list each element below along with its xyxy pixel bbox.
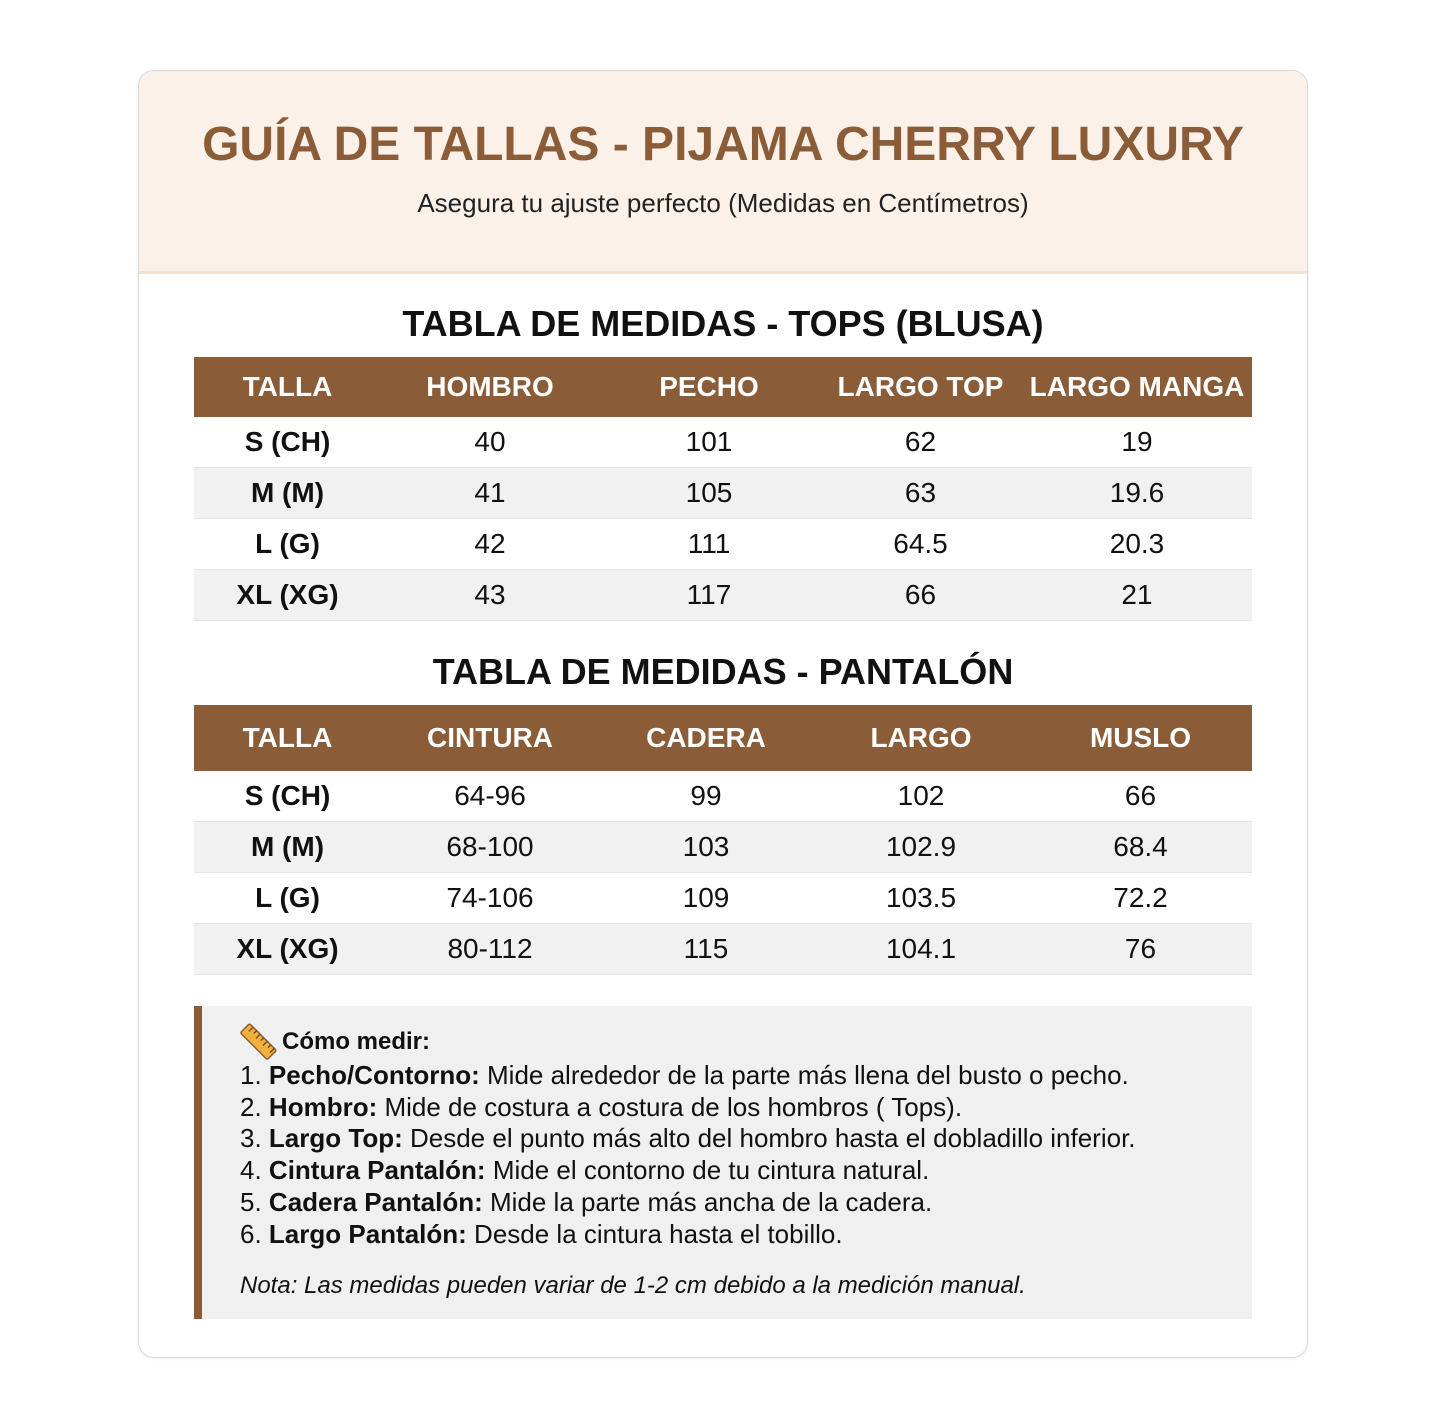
list-item: 1. Pecho/Contorno: Mide alrededor de la parte más llena del busto o pecho. bbox=[240, 1060, 1129, 1090]
column-header-hombro: HOMBRO bbox=[381, 357, 599, 417]
table-cell: 68.4 bbox=[1029, 822, 1252, 873]
size-cell: XL (XG) bbox=[194, 924, 381, 975]
table-cell: 103 bbox=[599, 822, 813, 873]
header-banner bbox=[139, 71, 1307, 274]
table-row bbox=[194, 417, 1252, 468]
table-cell: 19 bbox=[1022, 417, 1252, 468]
table-cell: 109 bbox=[599, 873, 813, 924]
table-cell: 111 bbox=[599, 519, 819, 570]
table-row bbox=[194, 468, 1252, 519]
measure-instructions-list bbox=[240, 1060, 1136, 1250]
table-cell: 101 bbox=[599, 417, 819, 468]
table-row bbox=[194, 570, 1252, 621]
table-cell: 76 bbox=[1029, 924, 1252, 975]
size-cell: XL (XG) bbox=[194, 570, 381, 621]
table-cell: 104.1 bbox=[813, 924, 1029, 975]
column-header-pecho: PECHO bbox=[599, 357, 819, 417]
table-cell: 40 bbox=[381, 417, 599, 468]
table-cell: 115 bbox=[599, 924, 813, 975]
table-cell: 21 bbox=[1022, 570, 1252, 621]
table-cell: 66 bbox=[1029, 771, 1252, 822]
table-header-row bbox=[194, 705, 1252, 771]
column-header-talla: TALLA bbox=[194, 357, 381, 417]
table-cell: 117 bbox=[599, 570, 819, 621]
page-title: GUÍA DE TALLAS - PIJAMA CHERRY LUXURY bbox=[202, 118, 1244, 171]
table-cell: 80-112 bbox=[381, 924, 599, 975]
column-header-largo-manga: LARGO MANGA bbox=[1022, 357, 1252, 417]
table-cell: 64-96 bbox=[381, 771, 599, 822]
how-to-measure-box bbox=[194, 1006, 1252, 1319]
table-cell: 62 bbox=[819, 417, 1022, 468]
how-to-measure-heading bbox=[238, 1022, 430, 1062]
list-item: 2. Hombro: Mide de costura a costura de los hombros ( Tops). bbox=[240, 1091, 963, 1122]
size-cell: M (M) bbox=[194, 822, 381, 873]
table-cell: 41 bbox=[381, 468, 599, 519]
page-subtitle: Asegura tu ajuste perfecto (Medidas en Centímetros) bbox=[417, 188, 1029, 218]
column-header-muslo: MUSLO bbox=[1029, 705, 1252, 771]
table-row bbox=[194, 924, 1252, 975]
table-cell: 64.5 bbox=[819, 519, 1022, 570]
list-item: 6. Largo Pantalón: Desde la cintura hasta el tobillo. bbox=[240, 1218, 843, 1249]
table-row bbox=[194, 873, 1252, 924]
how-to-measure-title: Cómo medir: bbox=[282, 1028, 431, 1055]
table-cell: 72.2 bbox=[1029, 873, 1252, 924]
column-header-talla: TALLA bbox=[194, 705, 381, 771]
tops-table-title: TABLA DE MEDIDAS - TOPS (BLUSA) bbox=[402, 303, 1044, 344]
table-cell: 105 bbox=[599, 468, 819, 519]
table-header-row bbox=[194, 357, 1252, 417]
table-row bbox=[194, 771, 1252, 822]
list-item: 5. Cadera Pantalón: Mide la parte más ancha de la cadera. bbox=[240, 1186, 933, 1217]
table-row bbox=[194, 822, 1252, 873]
size-cell: L (G) bbox=[194, 519, 381, 570]
table-cell: 68-100 bbox=[381, 822, 599, 873]
list-item: 3. Largo Top: Desde el punto más alto del hombro hasta el dobladillo inferior. bbox=[240, 1123, 1136, 1154]
size-cell: S (CH) bbox=[194, 771, 381, 822]
size-cell: M (M) bbox=[194, 468, 381, 519]
pants-size-table bbox=[194, 705, 1252, 975]
table-cell: 42 bbox=[381, 519, 599, 570]
measurement-note: Nota: Las medidas pueden variar de 1-2 cm debido a la medición manual. bbox=[240, 1272, 1026, 1299]
table-cell: 103.5 bbox=[813, 873, 1029, 924]
table-cell: 43 bbox=[381, 570, 599, 621]
ruler-icon bbox=[238, 1022, 278, 1062]
column-header-largo: LARGO bbox=[813, 705, 1029, 771]
table-row bbox=[194, 519, 1252, 570]
table-cell: 102 bbox=[813, 771, 1029, 822]
table-cell: 20.3 bbox=[1022, 519, 1252, 570]
column-header-cintura: CINTURA bbox=[381, 705, 599, 771]
pants-table-title: TABLA DE MEDIDAS - PANTALÓN bbox=[432, 651, 1014, 692]
size-cell: L (G) bbox=[194, 873, 381, 924]
table-cell: 74-106 bbox=[381, 873, 599, 924]
size-cell: S (CH) bbox=[194, 417, 381, 468]
list-item: 4. Cintura Pantalón: Mide el contorno de tu cintura natural. bbox=[240, 1155, 930, 1186]
table-cell: 99 bbox=[599, 771, 813, 822]
size-guide-card bbox=[138, 70, 1308, 1358]
table-cell: 19.6 bbox=[1022, 468, 1252, 519]
table-cell: 102.9 bbox=[813, 822, 1029, 873]
column-header-largo-top: LARGO TOP bbox=[819, 357, 1022, 417]
table-cell: 63 bbox=[819, 468, 1022, 519]
table-cell: 66 bbox=[819, 570, 1022, 621]
tops-size-table bbox=[194, 357, 1252, 621]
column-header-cadera: CADERA bbox=[599, 705, 813, 771]
